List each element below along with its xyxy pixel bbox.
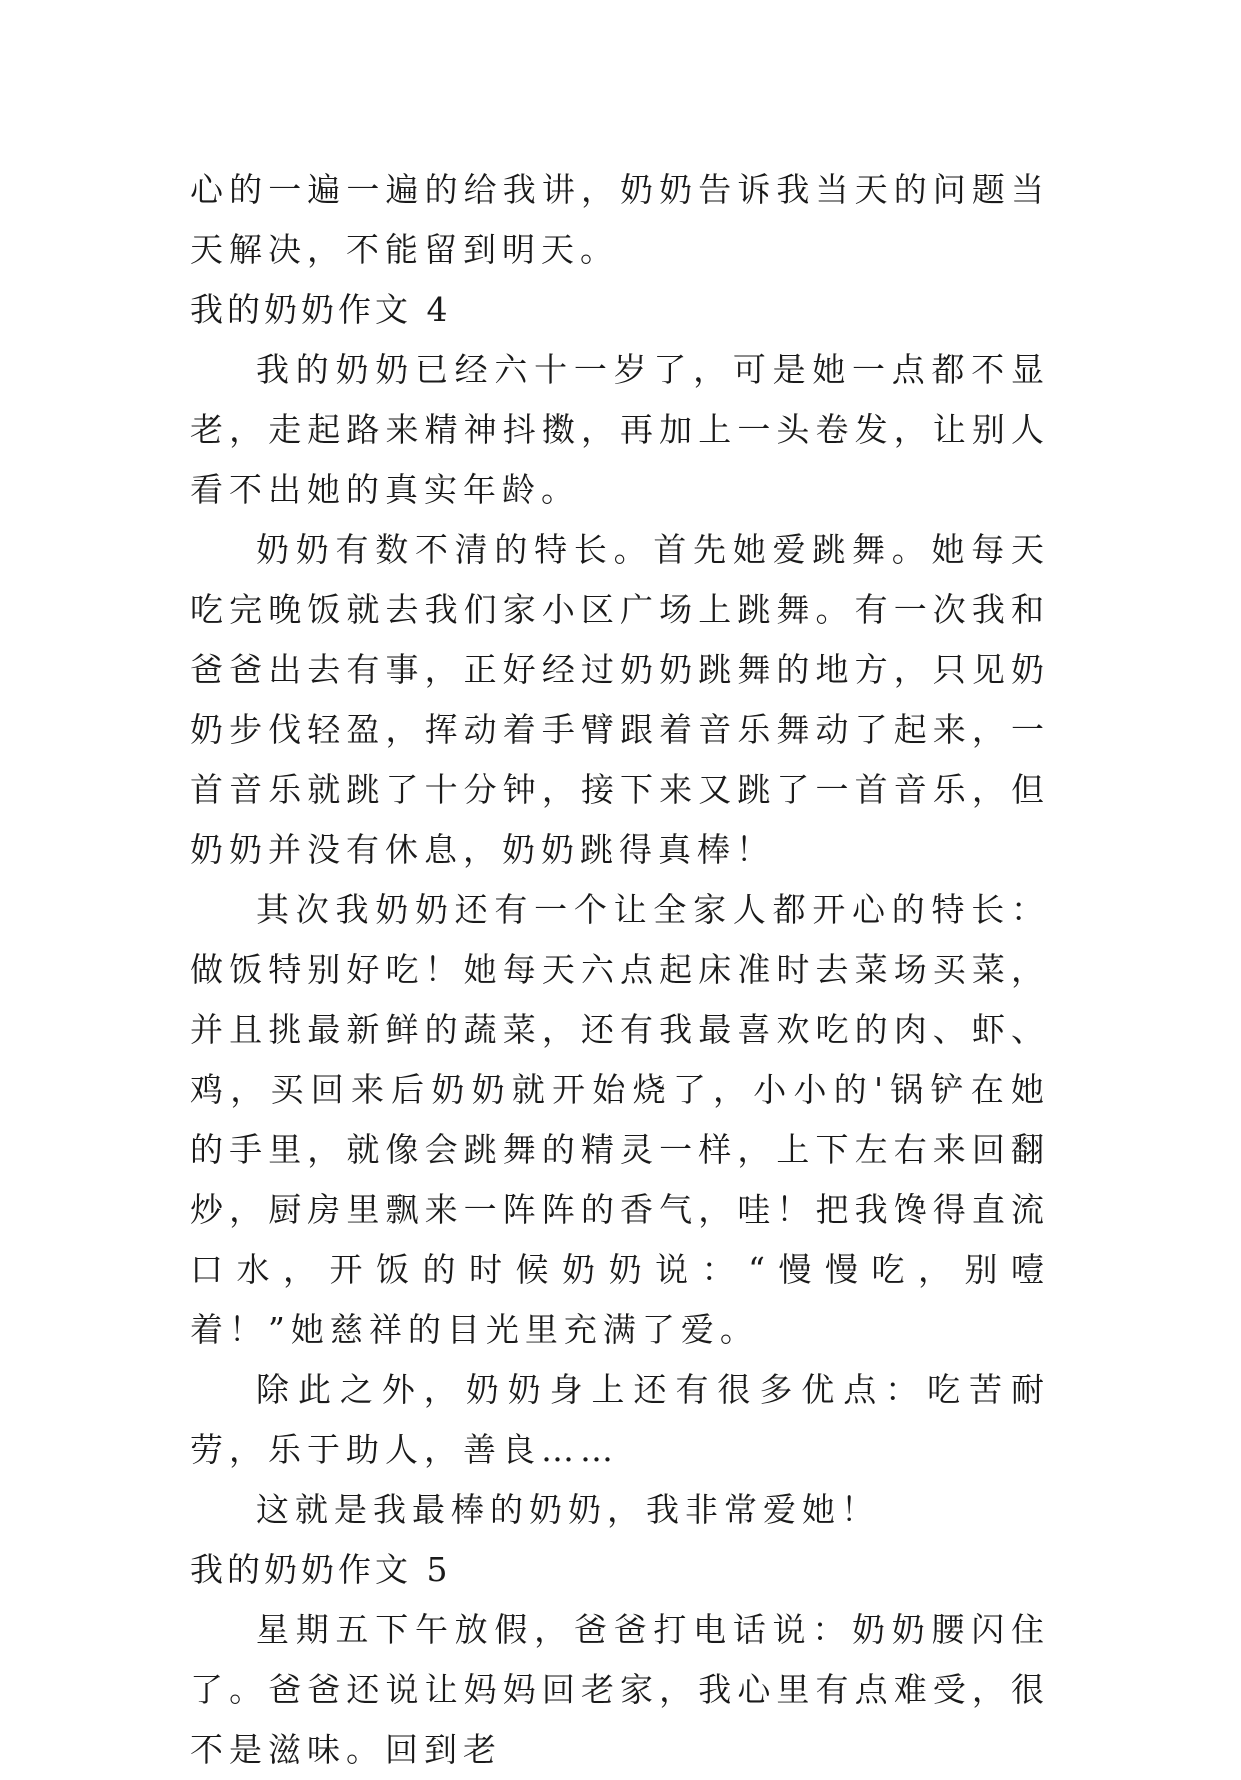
paragraph-grandma-virtues: 除此之外，奶奶身上还有很多优点：吃苦耐劳，乐于助人，善良……: [190, 1370, 1050, 1469]
essay-title-5: 我的奶奶作文 5: [190, 1550, 452, 1589]
paragraph-grandma-dancing: 奶奶有数不清的特长。首先她爱跳舞。她每天吃完晚饭就去我们家小区广场上跳舞。有一次我和爸爸出去有事，正好经过奶奶跳舞的地方，只见奶奶步伐轻盈，挥动着手臂跟着音乐舞动了起来，一首音乐就跳了十分钟，接下来又跳了一首音乐，但奶奶并没有休息，奶奶跳得真棒！: [190, 530, 1050, 869]
paragraph-grandma-cooking: 其次我奶奶还有一个让全家人都开心的特长：做饭特别好吃！她每天六点起床准时去菜场买菜，并且挑最新鲜的蔬菜，还有我最喜欢吃的肉、虾、鸡，买回来后奶奶就开始烧了，小小的'锅铲在她的手里，就像会跳舞的精灵一样，上下左右来回翻炒，厨房里飘来一阵阵的香气，哇！把我馋得直流口水，开饭的时候奶奶说：“慢慢吃，别噎着！”她慈祥的目光里充满了爱。: [190, 890, 1050, 1349]
paragraph-conclusion: 这就是我最棒的奶奶，我非常爱她！: [256, 1490, 880, 1529]
paragraph-grandma-age: 我的奶奶已经六十一岁了，可是她一点都不显老，走起路来精神抖擞，再加上一头卷发，让别人看不出她的真实年龄。: [190, 350, 1050, 509]
document-body: [190, 160, 1050, 1780]
essay-title-4: 我的奶奶作文 4: [190, 290, 452, 329]
paragraph-friday: 星期五下午放假，爸爸打电话说：奶奶腰闪住了。爸爸还说让妈妈回老家，我心里有点难受，很不是滋味。回到老: [190, 1610, 1050, 1769]
paragraph-continuation: 心的一遍一遍的给我讲，奶奶告诉我当天的问题当天解决，不能留到明天。: [190, 170, 1050, 269]
